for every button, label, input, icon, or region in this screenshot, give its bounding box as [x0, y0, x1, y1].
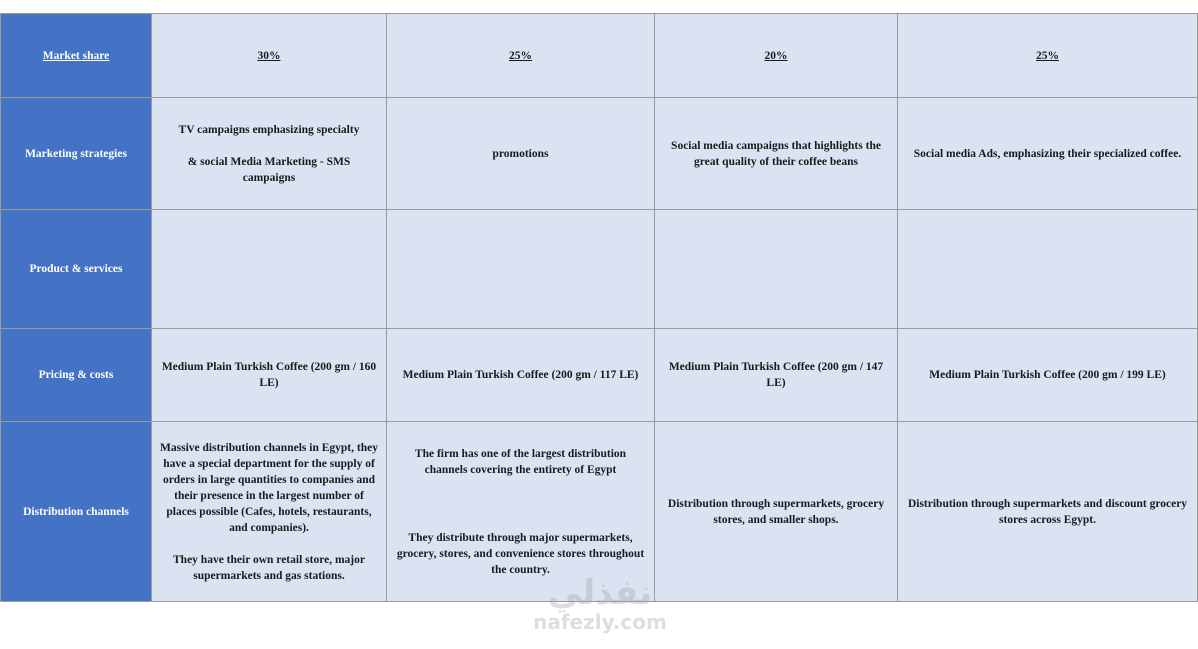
marketing-text: TV campaigns emphasizing specialty: [178, 123, 360, 136]
comparison-table: [0, 13, 1198, 602]
distribution-cell: Distribution through supermarkets, grocery stores, and smaller shops.: [655, 422, 898, 602]
watermark: [525, 575, 675, 633]
watermark-logo: نفذلي: [547, 573, 653, 613]
row-header-distribution: Distribution channels: [1, 422, 152, 602]
pricing-cell: Medium Plain Turkish Coffee (200 gm / 117 LE): [387, 329, 655, 422]
table-row: [1, 210, 1198, 329]
distribution-text: Massive distribution channels in Egypt, they have a special department for the supply of orders in large quantities to companies and their presence in the largest number of places possible (Cafes, hotels, restaurants, and companies).: [160, 441, 378, 534]
distribution-text: They have their own retail store, major supermarkets and gas stations.: [173, 553, 365, 582]
marketing-cell: Social media Ads, emphasizing their specialized coffee.: [898, 98, 1198, 210]
market-share-cell: 30%: [152, 14, 387, 98]
watermark-text: nafezly.com: [533, 610, 667, 634]
product-cell: [152, 210, 387, 329]
product-cell: [387, 210, 655, 329]
pricing-cell: Medium Plain Turkish Coffee (200 gm / 199 LE): [898, 329, 1198, 422]
pricing-cell: Medium Plain Turkish Coffee (200 gm / 160 LE): [152, 329, 387, 422]
market-share-cell: 20%: [655, 14, 898, 98]
marketing-cell: Social media campaigns that highlights the great quality of their coffee beans: [655, 98, 898, 210]
product-cell: [655, 210, 898, 329]
table-row: [1, 14, 1198, 98]
marketing-text: & social Media Marketing - SMS campaigns: [187, 155, 351, 184]
row-header-product: Product & services: [1, 210, 152, 329]
row-header-marketing: Marketing strategies: [1, 98, 152, 210]
product-cell: [898, 210, 1198, 329]
marketing-cell: [152, 98, 387, 210]
marketing-cell: promotions: [387, 98, 655, 210]
distribution-text: The firm has one of the largest distribution channels covering the entirety of Egypt: [414, 447, 627, 476]
table-row: [1, 329, 1198, 422]
market-share-cell: 25%: [387, 14, 655, 98]
pricing-cell: Medium Plain Turkish Coffee (200 gm / 147 LE): [655, 329, 898, 422]
distribution-cell: [152, 422, 387, 602]
distribution-cell: Distribution through supermarkets and discount grocery stores across Egypt.: [898, 422, 1198, 602]
table-row: [1, 98, 1198, 210]
distribution-text: They distribute through major supermarkets, grocery, stores, and convenience stores throughout the country.: [396, 531, 645, 576]
row-header-market-share[interactable]: Market share: [1, 14, 152, 98]
row-header-pricing: Pricing & costs: [1, 329, 152, 422]
market-share-cell: 25%: [898, 14, 1198, 98]
